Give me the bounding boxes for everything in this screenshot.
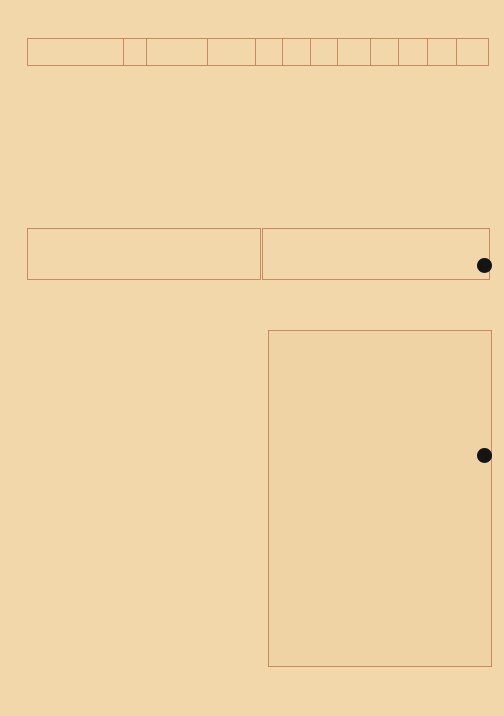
station-table bbox=[27, 38, 489, 66]
map-drawing bbox=[273, 363, 487, 663]
luftdruck-box bbox=[27, 228, 261, 280]
aerology-diagram bbox=[14, 356, 268, 668]
min-temp-map bbox=[268, 330, 492, 667]
col-tboden bbox=[371, 39, 398, 66]
col-schnee bbox=[457, 39, 489, 66]
col-sonne bbox=[398, 39, 427, 66]
col-wetter bbox=[146, 39, 208, 66]
col-hoehe bbox=[124, 39, 146, 66]
col-tmax bbox=[283, 39, 310, 66]
punch-hole-2 bbox=[477, 448, 492, 463]
col-nieder bbox=[428, 39, 457, 66]
col-wind bbox=[208, 39, 256, 66]
punch-hole bbox=[477, 258, 492, 273]
col-tmit bbox=[310, 39, 337, 66]
col-tnacht bbox=[337, 39, 370, 66]
col-station bbox=[28, 39, 124, 66]
erdboden-box bbox=[262, 228, 490, 280]
col-t7 bbox=[255, 39, 282, 66]
